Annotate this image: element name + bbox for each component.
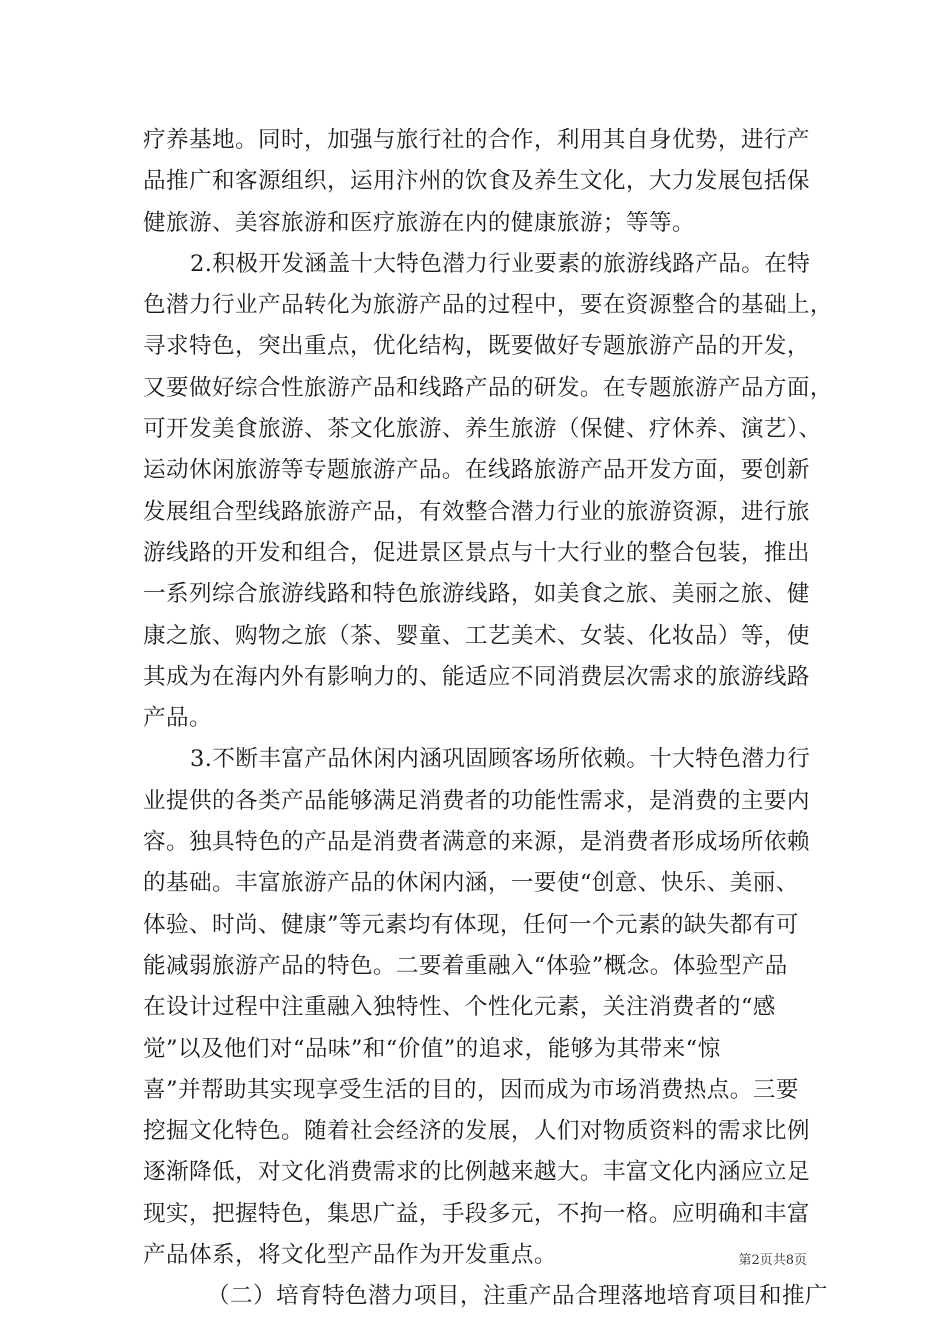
text-line: 逐渐降低，对文化消费需求的比例越来越大。丰富文化内涵应立足	[143, 1159, 810, 1186]
body-text	[143, 120, 833, 1318]
text-line: 产品体系，将文化型产品作为开发重点。	[143, 1242, 557, 1269]
text-line: 其成为在海内外有影响力的、能适应不同消费层次需求的旅游线路	[143, 663, 810, 690]
text-line: 体验、时尚、健康”等元素均有体现，任何一个元素的缺失都有可	[143, 911, 799, 938]
text-line: 喜”并帮助其实现享受生活的目的，因而成为市场消费热点。三要	[143, 1076, 799, 1103]
text-line: 健旅游、美容旅游和医疗旅游在内的健康旅游；等等。	[143, 209, 695, 236]
text-line: 挖掘文化特色。随着社会经济的发展，人们对物质资料的需求比例	[143, 1118, 810, 1145]
text-line: 疗养基地。同时，加强与旅行社的合作，利用其自身优势，进行产	[143, 127, 810, 153]
text-line: 色潜力行业产品转化为旅游产品的过程中，要在资源整合的基础上，	[143, 292, 833, 319]
text-line: 发展组合型线路旅游产品，有效整合潜力行业的旅游资源，进行旅	[143, 498, 810, 525]
text-line: 业提供的各类产品能够满足消费者的功能性需求，是消费的主要内	[143, 787, 810, 814]
text-line: 一系列综合旅游线路和特色旅游线路，如美食之旅、美丽之旅、健	[143, 581, 810, 608]
text-line: 游线路的开发和组合，促进景区景点与十大行业的整合包装，推出	[143, 539, 810, 566]
text-line: 能减弱旅游产品的特色。二要着重融入“体验”概念。体验型产品	[143, 952, 788, 979]
text-line: 在设计过程中注重融入独特性、个性化元素，关注消费者的“感	[143, 994, 776, 1021]
text-line: 运动休闲旅游等专题旅游产品。在线路旅游产品开发方面，要创新	[143, 457, 810, 484]
section-heading-line: （二）培育特色潜力项目，注重产品合理落地培育项目和推广	[207, 1283, 828, 1310]
text-line: 康之旅、购物之旅（茶、婴童、工艺美术、女装、化妆品）等，使	[143, 622, 810, 649]
text-line: 产品。	[143, 705, 212, 732]
paragraph-start-line: 2.积极开发涵盖十大特色潜力行业要素的旅游线路产品。在特	[190, 250, 811, 277]
text-line: 可开发美食旅游、茶文化旅游、养生旅游（保健、疗休养、演艺）、	[143, 416, 822, 443]
text-line: 容。独具特色的产品是消费者满意的来源，是消费者形成场所依赖	[143, 829, 810, 856]
text-line: 的基础。丰富旅游产品的休闲内涵，一要使“创意、快乐、美丽、	[143, 870, 799, 897]
text-line: 觉”以及他们对“品味”和“价值”的追求，能够为其带来“惊	[143, 1035, 721, 1062]
text-line: 寻求特色，突出重点，优化结构，既要做好专题旅游产品的开发，	[143, 333, 810, 360]
paragraph-start-line: 3.不断丰富产品休闲内涵巩固顾客场所依赖。十大特色潜力行	[190, 746, 811, 773]
text-line: 现实，把握特色，集思广益，手段多元，不拘一格。应明确和丰富	[143, 1200, 810, 1227]
page-number: 第2页共8页	[738, 1253, 807, 1268]
text-line: 品推广和客源组织，运用汴州的饮食及养生文化，大力发展包括保	[143, 168, 810, 195]
text-line: 又要做好综合性旅游产品和线路产品的研发。在专题旅游产品方面，	[143, 374, 833, 401]
